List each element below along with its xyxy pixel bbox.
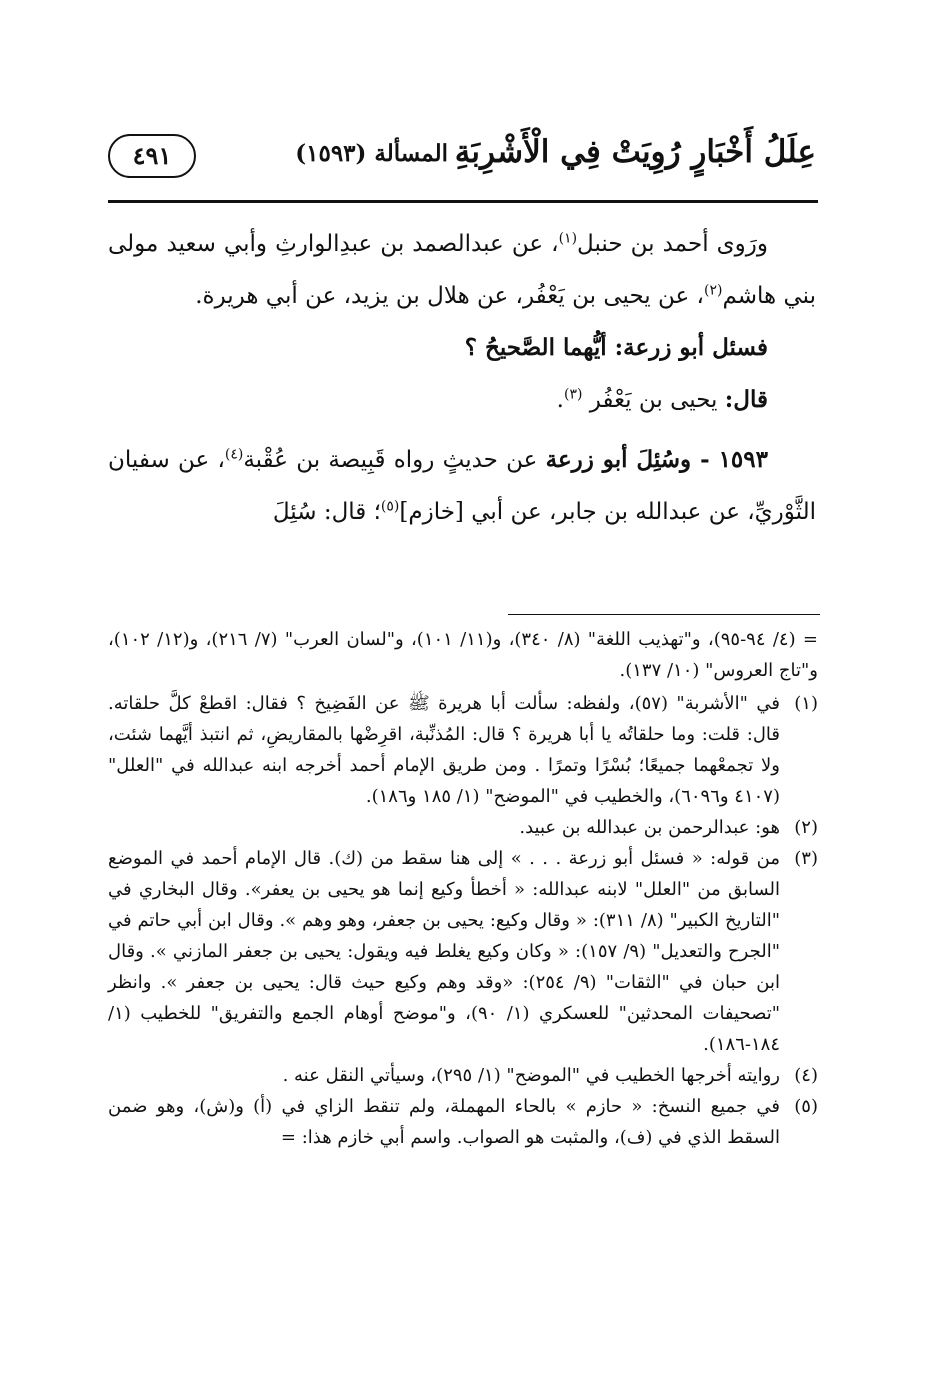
text-run: ، عن سفيان الثَّوْريِّ، عن عبدالله بن جابر، عن أبي [خازم] bbox=[108, 447, 816, 525]
footnote-4 bbox=[108, 1060, 818, 1091]
answer-line bbox=[108, 374, 816, 426]
footnote-continuation: = (٤/ ٩٤-٩٥)، و"تهذيب اللغة" (٨/ ٣٤٠)، و(١١/ ١٠١)، و"لسان العرب" (٧/ ٢١٦)، و(١٢/ ١٠٢)، و"تاج العروس" (١٠/ ١٣٧). bbox=[108, 629, 818, 681]
text-run: ، عن يحيى بن يَعْفُر، عن هلال بن يزيد، عن أبي هريرة. bbox=[195, 283, 704, 309]
footnote-text: هو: عبدالرحمن بن عبدالله بن عبيد. bbox=[519, 817, 780, 838]
footnote-number: (٢) bbox=[794, 817, 818, 838]
answer-text: يحيى بن يَعْفُر bbox=[589, 387, 718, 413]
footnote-2 bbox=[108, 812, 818, 843]
text-run: ، عن عبدالصمد بن عبدِالوارثِ وأبي سعيد مولى بني هاشم bbox=[108, 231, 816, 309]
footnote-ref: (٢) bbox=[703, 282, 723, 299]
paragraph-issue-1593 bbox=[108, 434, 816, 538]
footnote-separator bbox=[508, 614, 820, 615]
footnote-text: في جميع النسخ: « حازم » بالحاء المهملة، ولم تنقط الزاي في (أ) و(ش)، وهو ضمن السقط الذي في (ف)، والمثبت هو الصواب. واسم أبي خازم هذا: = bbox=[108, 1096, 780, 1148]
question-line: فسئل أبو زرعة: أيُّهما الصَّحيحُ ؟ bbox=[464, 334, 768, 361]
footnote-ref: (٣) bbox=[563, 386, 583, 403]
text-run: ورَوى أحمد بن حنبل bbox=[577, 231, 768, 257]
paragraph-ahmad-narration bbox=[108, 218, 816, 322]
text-run: عن حديثٍ رواه قَبِيصة بن عُقْبة bbox=[243, 447, 546, 473]
footnote-ref: (١) bbox=[558, 230, 578, 247]
footnote-5 bbox=[108, 1091, 818, 1153]
answer-label: قال: bbox=[724, 386, 768, 413]
footnote-number: (٥) bbox=[794, 1096, 818, 1117]
footnote-ref: (٥) bbox=[380, 498, 400, 515]
footnote-1 bbox=[108, 688, 818, 812]
footnote-number: (٣) bbox=[794, 848, 818, 869]
footnote-ref: (٤) bbox=[224, 446, 244, 463]
issue-label: المسألة (١٥٩٣) bbox=[295, 140, 448, 167]
footnote-number: (١) bbox=[794, 693, 818, 714]
footnotes bbox=[108, 624, 818, 1153]
footnote-text: روايته أخرجها الخطيب في "الموضح" (١/ ٢٩٥)، وسيأتي النقل عنه . bbox=[282, 1065, 780, 1086]
issue-lead: ١٥٩٣ - وسُئِلَ أبو زرعة bbox=[545, 446, 768, 473]
header-rule bbox=[108, 200, 818, 203]
running-header bbox=[108, 128, 816, 188]
text-run: ؛ قال: سُئِلَ bbox=[272, 499, 381, 525]
book-title: عِلَلُ أَخْبَارٍ رُوِيَتْ فِي الْأَشْرِبَةِ bbox=[454, 134, 816, 170]
main-text bbox=[108, 218, 816, 538]
footnote-3 bbox=[108, 843, 818, 1060]
footnote-number: (٤) bbox=[794, 1065, 818, 1086]
page-number: ٤٩١ bbox=[108, 134, 196, 178]
answer-end: . bbox=[556, 387, 564, 413]
footnote-text: في "الأشربة" (٥٧)، ولفظه: سألت أبا هريرة ﷺ عن الفَضِيخ ؟ فقال: اقطعْ كلَّ حلقاته. قال: قلت: وما حلقاتُه يا أبا هريرة ؟ قال: المُذنِّبة، اقرِضْها بالمقاريضِ، ثم انتبذ أيَّهما شئت، ولا تجمعْهما جميعًا؛ بُسْرًا وتمرًا . ومن طريق الإمام أحمد أخرجه ابنه عبدالله في "العلل" (٤١٠٧ و٦٠٩٦)، والخطيب في "الموضح" (١/ ١٨٥ و١٨٦). bbox=[108, 693, 780, 807]
footnote-text: من قوله: « فسئل أبو زرعة . . . » إلى هنا سقط من (ك). قال الإمام أحمد في الموضع السابق من "العلل" لابنه عبدالله: « أخطأ وكيع إنما هو يحيى بن يعفر». وقال البخاري في "التاريخ الكبير" (٨/ ٣١١): « وقال وكيع: يحيى بن جعفر، وهو وهم ». وقال ابن أبي حاتم في "الجرح والتعديل" (٩/ ١٥٧): « وكان وكيع يغلط فيه ويقول: يحيى بن جعفر المازني ». وقال ابن حبان في "الثقات" (٩/ ٢٥٤): «وقد وهم وكيع حيث قال: يحيى بن جعفر ». وانظر "تصحيفات المحدثين" للعسكري (١/ ٩٠)، و"موضح أوهام الجمع والتفريق" للخطيب (١/ ١٨٤-١٨٦). bbox=[108, 848, 780, 1055]
